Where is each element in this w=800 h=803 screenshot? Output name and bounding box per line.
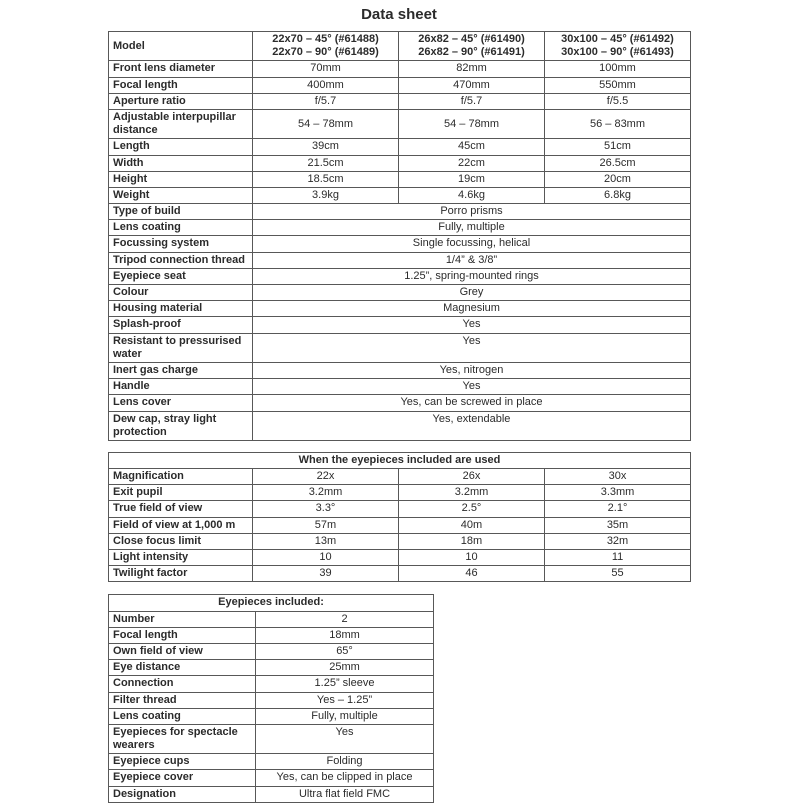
eyepiece-use-header-row bbox=[109, 452, 691, 468]
row-label: Adjustable interpupillar distance bbox=[109, 109, 253, 138]
table-row bbox=[109, 333, 691, 362]
model-name: 22x70 – 45° (#61488) bbox=[272, 33, 379, 45]
row-label: Focal length bbox=[109, 77, 253, 93]
row-value: 26x bbox=[399, 469, 545, 485]
row-label: Housing material bbox=[109, 301, 253, 317]
row-label: True field of view bbox=[109, 501, 253, 517]
page-title: Data sheet bbox=[361, 6, 437, 23]
eyepiece-use-table-header: When the eyepieces included are used bbox=[109, 452, 691, 468]
row-value: 19cm bbox=[399, 171, 545, 187]
row-value: 40m bbox=[399, 517, 545, 533]
row-label: Field of view at 1,000 m bbox=[109, 517, 253, 533]
row-label: Light intensity bbox=[109, 550, 253, 566]
row-label: Weight bbox=[109, 187, 253, 203]
row-value: Yes bbox=[256, 724, 434, 753]
table-row bbox=[109, 533, 691, 549]
table-row bbox=[109, 411, 691, 440]
table-row bbox=[109, 61, 691, 77]
row-value: 82mm bbox=[399, 61, 545, 77]
row-value: 4.6kg bbox=[399, 187, 545, 203]
table-row bbox=[109, 139, 691, 155]
table-row bbox=[109, 485, 691, 501]
row-value: 35m bbox=[545, 517, 691, 533]
table-row bbox=[109, 109, 691, 138]
table-row bbox=[109, 517, 691, 533]
row-value: Porro prisms bbox=[253, 204, 691, 220]
table-row bbox=[109, 317, 691, 333]
row-value: Fully, multiple bbox=[256, 708, 434, 724]
row-value: 2.1° bbox=[545, 501, 691, 517]
row-value: Magnesium bbox=[253, 301, 691, 317]
row-value: Yes, nitrogen bbox=[253, 362, 691, 378]
row-value: 400mm bbox=[253, 77, 399, 93]
row-value: 470mm bbox=[399, 77, 545, 93]
row-label: Height bbox=[109, 171, 253, 187]
row-value: Single focussing, helical bbox=[253, 236, 691, 252]
row-value: 13m bbox=[253, 533, 399, 549]
table-row bbox=[109, 708, 434, 724]
row-value: 3.2mm bbox=[399, 485, 545, 501]
row-value: 1.25”, spring-mounted rings bbox=[253, 268, 691, 284]
row-label: Number bbox=[109, 611, 256, 627]
row-value: 55 bbox=[545, 566, 691, 582]
row-label: Length bbox=[109, 139, 253, 155]
row-label: Front lens diameter bbox=[109, 61, 253, 77]
row-value: 70mm bbox=[253, 61, 399, 77]
model-name: 30x100 – 45° (#61492) bbox=[561, 33, 674, 45]
model-name: 26x82 – 45° (#61490) bbox=[418, 33, 525, 45]
row-label: Magnification bbox=[109, 469, 253, 485]
row-label: Exit pupil bbox=[109, 485, 253, 501]
row-label: Focussing system bbox=[109, 236, 253, 252]
row-value: 1.25” sleeve bbox=[256, 676, 434, 692]
table-row bbox=[109, 155, 691, 171]
row-value: 2 bbox=[256, 611, 434, 627]
row-value: 22cm bbox=[399, 155, 545, 171]
table-row bbox=[109, 692, 434, 708]
eyepieces-included-table-header: Eyepieces included: bbox=[109, 595, 434, 611]
row-label: Twilight factor bbox=[109, 566, 253, 582]
row-value: 57m bbox=[253, 517, 399, 533]
row-label: Dew cap, stray light protection bbox=[109, 411, 253, 440]
row-value: 51cm bbox=[545, 139, 691, 155]
row-value: 39cm bbox=[253, 139, 399, 155]
row-value: f/5.5 bbox=[545, 93, 691, 109]
row-label: Type of build bbox=[109, 204, 253, 220]
table-row bbox=[109, 469, 691, 485]
row-value: 32m bbox=[545, 533, 691, 549]
row-value: 3.3mm bbox=[545, 485, 691, 501]
spec-table bbox=[108, 31, 691, 441]
row-label: Width bbox=[109, 155, 253, 171]
table-row bbox=[109, 754, 434, 770]
row-label: Close focus limit bbox=[109, 533, 253, 549]
row-label: Eyepiece cover bbox=[109, 770, 256, 786]
table-row bbox=[109, 77, 691, 93]
row-label: Colour bbox=[109, 285, 253, 301]
row-label: Splash-proof bbox=[109, 317, 253, 333]
table-row bbox=[109, 724, 434, 753]
table-row bbox=[109, 301, 691, 317]
row-value: 1/4” & 3/8” bbox=[253, 252, 691, 268]
row-value: Yes bbox=[253, 317, 691, 333]
table-row bbox=[109, 643, 434, 659]
row-label: Inert gas charge bbox=[109, 362, 253, 378]
eyepiece-use-table bbox=[108, 452, 691, 583]
row-value: 54 – 78mm bbox=[253, 109, 399, 138]
model-name: 22x70 – 90° (#61489) bbox=[272, 46, 379, 59]
row-label: Filter thread bbox=[109, 692, 256, 708]
table-row bbox=[109, 611, 434, 627]
row-value: 2.5° bbox=[399, 501, 545, 517]
table-row bbox=[109, 171, 691, 187]
row-value: 22x bbox=[253, 469, 399, 485]
row-label: Handle bbox=[109, 379, 253, 395]
row-value: 45cm bbox=[399, 139, 545, 155]
row-value: Yes bbox=[253, 333, 691, 362]
row-value: Yes, can be clipped in place bbox=[256, 770, 434, 786]
row-value: 550mm bbox=[545, 77, 691, 93]
row-label: Lens coating bbox=[109, 220, 253, 236]
row-value: 46 bbox=[399, 566, 545, 582]
table-row bbox=[109, 501, 691, 517]
model-name: 30x100 – 90° (#61493) bbox=[561, 46, 674, 59]
row-value: 3.9kg bbox=[253, 187, 399, 203]
table-row bbox=[109, 566, 691, 582]
table-row bbox=[109, 550, 691, 566]
row-value: 39 bbox=[253, 566, 399, 582]
row-value: Folding bbox=[256, 754, 434, 770]
row-value: Yes bbox=[253, 379, 691, 395]
eyepieces-included-table bbox=[108, 594, 434, 802]
row-value: 18.5cm bbox=[253, 171, 399, 187]
row-value: 3.2mm bbox=[253, 485, 399, 501]
row-value: 11 bbox=[545, 550, 691, 566]
table-row bbox=[109, 770, 434, 786]
table-row bbox=[109, 252, 691, 268]
table-row bbox=[109, 627, 434, 643]
row-label: Lens coating bbox=[109, 708, 256, 724]
table-row bbox=[109, 204, 691, 220]
row-label: Tripod connection thread bbox=[109, 252, 253, 268]
row-value: 54 – 78mm bbox=[399, 109, 545, 138]
row-label: Focal length bbox=[109, 627, 256, 643]
row-value: 65° bbox=[256, 643, 434, 659]
model-column-30x100 bbox=[545, 32, 691, 61]
table-row bbox=[109, 268, 691, 284]
row-value: 10 bbox=[399, 550, 545, 566]
row-value: 6.8kg bbox=[545, 187, 691, 203]
row-value: 100mm bbox=[545, 61, 691, 77]
row-value: f/5.7 bbox=[399, 93, 545, 109]
row-value: Yes – 1.25” bbox=[256, 692, 434, 708]
row-value: 30x bbox=[545, 469, 691, 485]
row-value: Grey bbox=[253, 285, 691, 301]
row-value: 20cm bbox=[545, 171, 691, 187]
row-value: 21.5cm bbox=[253, 155, 399, 171]
row-label: Lens cover bbox=[109, 395, 253, 411]
model-column-22x70 bbox=[253, 32, 399, 61]
spec-table-model-row bbox=[109, 32, 691, 61]
table-row bbox=[109, 379, 691, 395]
row-value: 18m bbox=[399, 533, 545, 549]
row-label: Eyepieces for spectacle wearers bbox=[109, 724, 256, 753]
model-name: 26x82 – 90° (#61491) bbox=[418, 46, 525, 59]
row-label: Own field of view bbox=[109, 643, 256, 659]
row-label: Aperture ratio bbox=[109, 93, 253, 109]
table-row bbox=[109, 93, 691, 109]
row-value: Ultra flat field FMC bbox=[256, 786, 434, 802]
table-row bbox=[109, 660, 434, 676]
eyepieces-included-header-row bbox=[109, 595, 434, 611]
table-row bbox=[109, 220, 691, 236]
row-value: Yes, can be screwed in place bbox=[253, 395, 691, 411]
row-label: Eyepiece seat bbox=[109, 268, 253, 284]
model-row-label: Model bbox=[109, 32, 253, 61]
table-row bbox=[109, 676, 434, 692]
row-value: 3.3° bbox=[253, 501, 399, 517]
row-label: Eye distance bbox=[109, 660, 256, 676]
table-row bbox=[109, 395, 691, 411]
table-row bbox=[109, 236, 691, 252]
table-row bbox=[109, 362, 691, 378]
row-value: 56 – 83mm bbox=[545, 109, 691, 138]
row-label: Resistant to pressurised water bbox=[109, 333, 253, 362]
row-value: Fully, multiple bbox=[253, 220, 691, 236]
row-label: Eyepiece cups bbox=[109, 754, 256, 770]
model-column-26x82 bbox=[399, 32, 545, 61]
row-value: 18mm bbox=[256, 627, 434, 643]
table-row bbox=[109, 187, 691, 203]
row-label: Connection bbox=[109, 676, 256, 692]
row-value: Yes, extendable bbox=[253, 411, 691, 440]
row-value: 25mm bbox=[256, 660, 434, 676]
table-row bbox=[109, 285, 691, 301]
row-label: Designation bbox=[109, 786, 256, 802]
row-value: 26.5cm bbox=[545, 155, 691, 171]
row-value: 10 bbox=[253, 550, 399, 566]
row-value: f/5.7 bbox=[253, 93, 399, 109]
